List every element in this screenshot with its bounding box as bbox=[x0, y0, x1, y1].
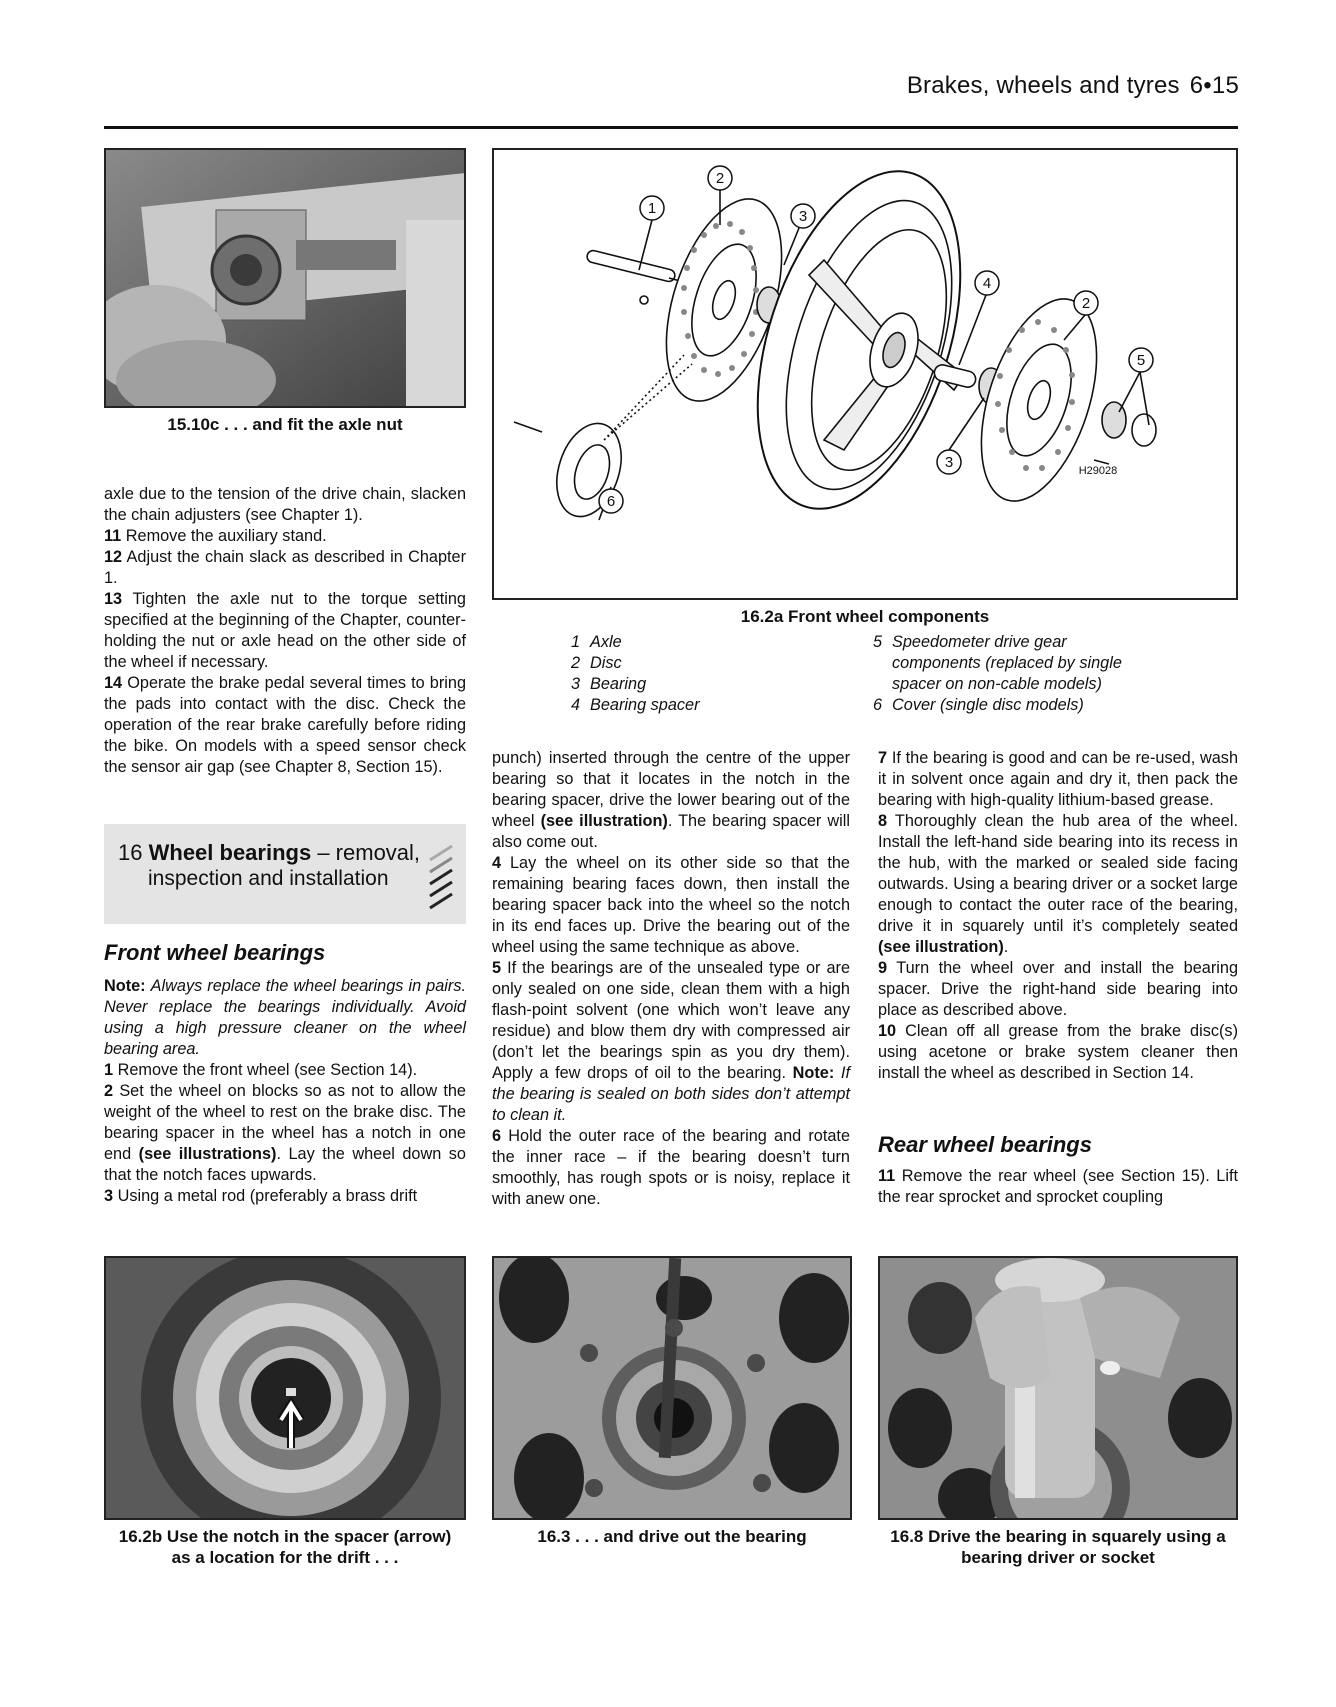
drive-out-bearing-photo-graphic bbox=[494, 1258, 852, 1520]
section-subtitle: inspection and installation bbox=[148, 867, 389, 890]
callout-1: 1 bbox=[647, 200, 657, 217]
callout-3-bottom: 3 bbox=[944, 454, 954, 471]
legend-item: 3 Bearing bbox=[570, 675, 647, 693]
paragraph: 9 Turn the wheel over and install the bearing spacer. Drive the right-hand side bearing into place as described above. bbox=[878, 959, 1238, 1019]
paragraph: axle due to the tension of the drive chain, slacken the chain adjusters (see Chapter 1). bbox=[104, 485, 466, 524]
front-wheel-bearings-heading: Front wheel bearings bbox=[104, 940, 326, 965]
exploded-wheel-diagram bbox=[494, 150, 1236, 598]
axle-nut-photo-graphic bbox=[106, 150, 466, 408]
paragraph: 4 Lay the wheel on its other side so that the remaining bearing faces down, then install the bearing spacer back into the wheel so the notch in its end faces up. Drive the bearing out of the wheel using the same technique as above. bbox=[492, 854, 850, 956]
section-heading-box: 16 Wheel bearings – removal, inspection and installation bbox=[104, 824, 466, 924]
callout-2-right: 2 bbox=[1081, 295, 1091, 312]
difficulty-spanner-icon bbox=[426, 836, 460, 916]
diagram-front-wheel-components bbox=[492, 148, 1238, 600]
paragraph: 14 Operate the brake pedal several times to bring the pads into contact with the disc. Check the operation of the rear brake carefully before riding the bike. On models with a speed sensor check the sensor air gap (see Chapter 8, Section 15). bbox=[104, 674, 466, 776]
text-column-3-lower bbox=[878, 1166, 1238, 1208]
legend-item: 5 Speedometer drive gear bbox=[872, 633, 1067, 651]
spacer-notch-photo-graphic bbox=[106, 1258, 466, 1520]
paragraph: 1 Remove the front wheel (see Section 14). bbox=[104, 1061, 418, 1079]
paragraph: 3 Using a metal rod (preferably a brass drift bbox=[104, 1187, 418, 1205]
callout-4: 4 bbox=[982, 275, 992, 292]
page-number: 6•15 bbox=[1189, 72, 1239, 99]
legend-item: 6 Cover (single disc models) bbox=[872, 696, 1084, 714]
section-number: 16 bbox=[118, 840, 143, 865]
photo-drive-in-bearing bbox=[878, 1256, 1238, 1520]
diagram-code: H29028 bbox=[1078, 465, 1118, 477]
legend-item: 1 Axle bbox=[570, 633, 622, 651]
paragraph: 11 Remove the auxiliary stand. bbox=[104, 527, 327, 545]
callout-6: 6 bbox=[606, 493, 616, 510]
legend-item: 2 Disc bbox=[570, 654, 622, 672]
legend-item: 4 Bearing spacer bbox=[570, 696, 700, 714]
axle-part bbox=[586, 249, 684, 282]
photo-spacer-notch bbox=[104, 1256, 466, 1520]
paragraph: 6 Hold the outer race of the bearing and rotate the inner race – if the bearing doesn’t turn smoothly, has rough spots or is noisy, replace it with anew one. bbox=[492, 1127, 850, 1208]
text-column-1 bbox=[104, 484, 466, 778]
callout-2-left: 2 bbox=[715, 170, 725, 187]
paragraph: 13 Tighten the axle nut to the torque setting specified at the beginning of the Chapter, counter-holding the nut or axle head on the other side of the wheel if necessary. bbox=[104, 590, 466, 671]
paragraph: 5 If the bearings are of the unsealed type or are only sealed on one side, clean them with a high flash-point solvent (one which won’t leave any residue) and blow them dry with compressed air (don’t let the bearings spin as you dry them). Apply a few drops of oil to the bearing. Note: If the bearing is sealed on both sides don’t attempt to clean it. bbox=[492, 959, 850, 1124]
paragraph: punch) inserted through the centre of the upper bearing so that it locates in the notch in the bearing spacer, drive the lower bearing out of the wheel (see illustration). The bearing spacer will also come out. bbox=[492, 749, 850, 851]
paragraph: 2 Set the wheel on blocks so as not to allow the weight of the wheel to rest on the brake disc. The bearing spacer in the wheel has a notch in one end (see illustrations). Lay the wheel down so that the notch faces upwards. bbox=[104, 1082, 466, 1184]
header-title: Brakes, wheels and tyres bbox=[906, 72, 1180, 99]
text-column-2 bbox=[492, 748, 850, 1210]
text-column-1-lower bbox=[104, 976, 466, 1207]
text-column-3 bbox=[878, 748, 1238, 1084]
diagram-legend-right: 5 Speedometer drive gear components (replaced by single spacer on non-cable models) 6 Cover (single disc models) bbox=[866, 632, 1186, 716]
running-header bbox=[907, 72, 1239, 100]
header-rule bbox=[104, 126, 1238, 129]
paragraph: 8 Thoroughly clean the hub area of the wheel. Install the left-hand side bearing into its recess in the hub, with the marked or sealed side facing outwards. Using a bearing driver or a socket large enough to contact the outer race of the bearing, drive it in squarely until it’s completely seated (see illustration). bbox=[878, 812, 1238, 956]
photo-caption-16-8: 16.8 Drive the bearing in squarely using a bearing driver or socket bbox=[890, 1527, 1226, 1567]
rear-wheel-bearings-heading: Rear wheel bearings bbox=[878, 1132, 1092, 1157]
paragraph: 12 Adjust the chain slack as described in Chapter 1. bbox=[104, 548, 467, 587]
photo-axle-nut bbox=[104, 148, 466, 408]
photo-caption-16-3: 16.3 . . . and drive out the bearing bbox=[537, 1527, 807, 1546]
photo-caption-16-2b: 16.2b Use the notch in the spacer (arrow) as a location for the drift . . . bbox=[118, 1527, 452, 1567]
diagram-caption-16-2a: 16.2a Front wheel components bbox=[740, 607, 990, 626]
photo-caption-15-10c: 15.10c . . . and fit the axle nut bbox=[167, 415, 403, 434]
paragraph: 11 Remove the rear wheel (see Section 15). Lift the rear sprocket and sprocket coupling bbox=[878, 1167, 1239, 1206]
callout-5: 5 bbox=[1136, 352, 1146, 369]
paragraph: 10 Clean off all grease from the brake disc(s) using acetone or brake system cleaner then install the wheel as described in Section 14. bbox=[878, 1022, 1238, 1082]
section-title: Wheel bearings bbox=[148, 840, 312, 865]
drive-in-bearing-photo-graphic bbox=[880, 1258, 1238, 1520]
callout-3-top: 3 bbox=[798, 208, 808, 225]
note-paragraph: Note: Always replace the wheel bearings in pairs. Never replace the bearings individually. Avoid using a high pressure cleaner on the wheel bearing area. bbox=[104, 977, 466, 1058]
diagram-legend-left bbox=[564, 632, 844, 716]
photo-drive-out-bearing bbox=[492, 1256, 852, 1520]
paragraph: 7 If the bearing is good and can be re-used, wash it in solvent once again and dry it, then pack the bearing with high-quality lithium-based grease. bbox=[878, 749, 1238, 809]
